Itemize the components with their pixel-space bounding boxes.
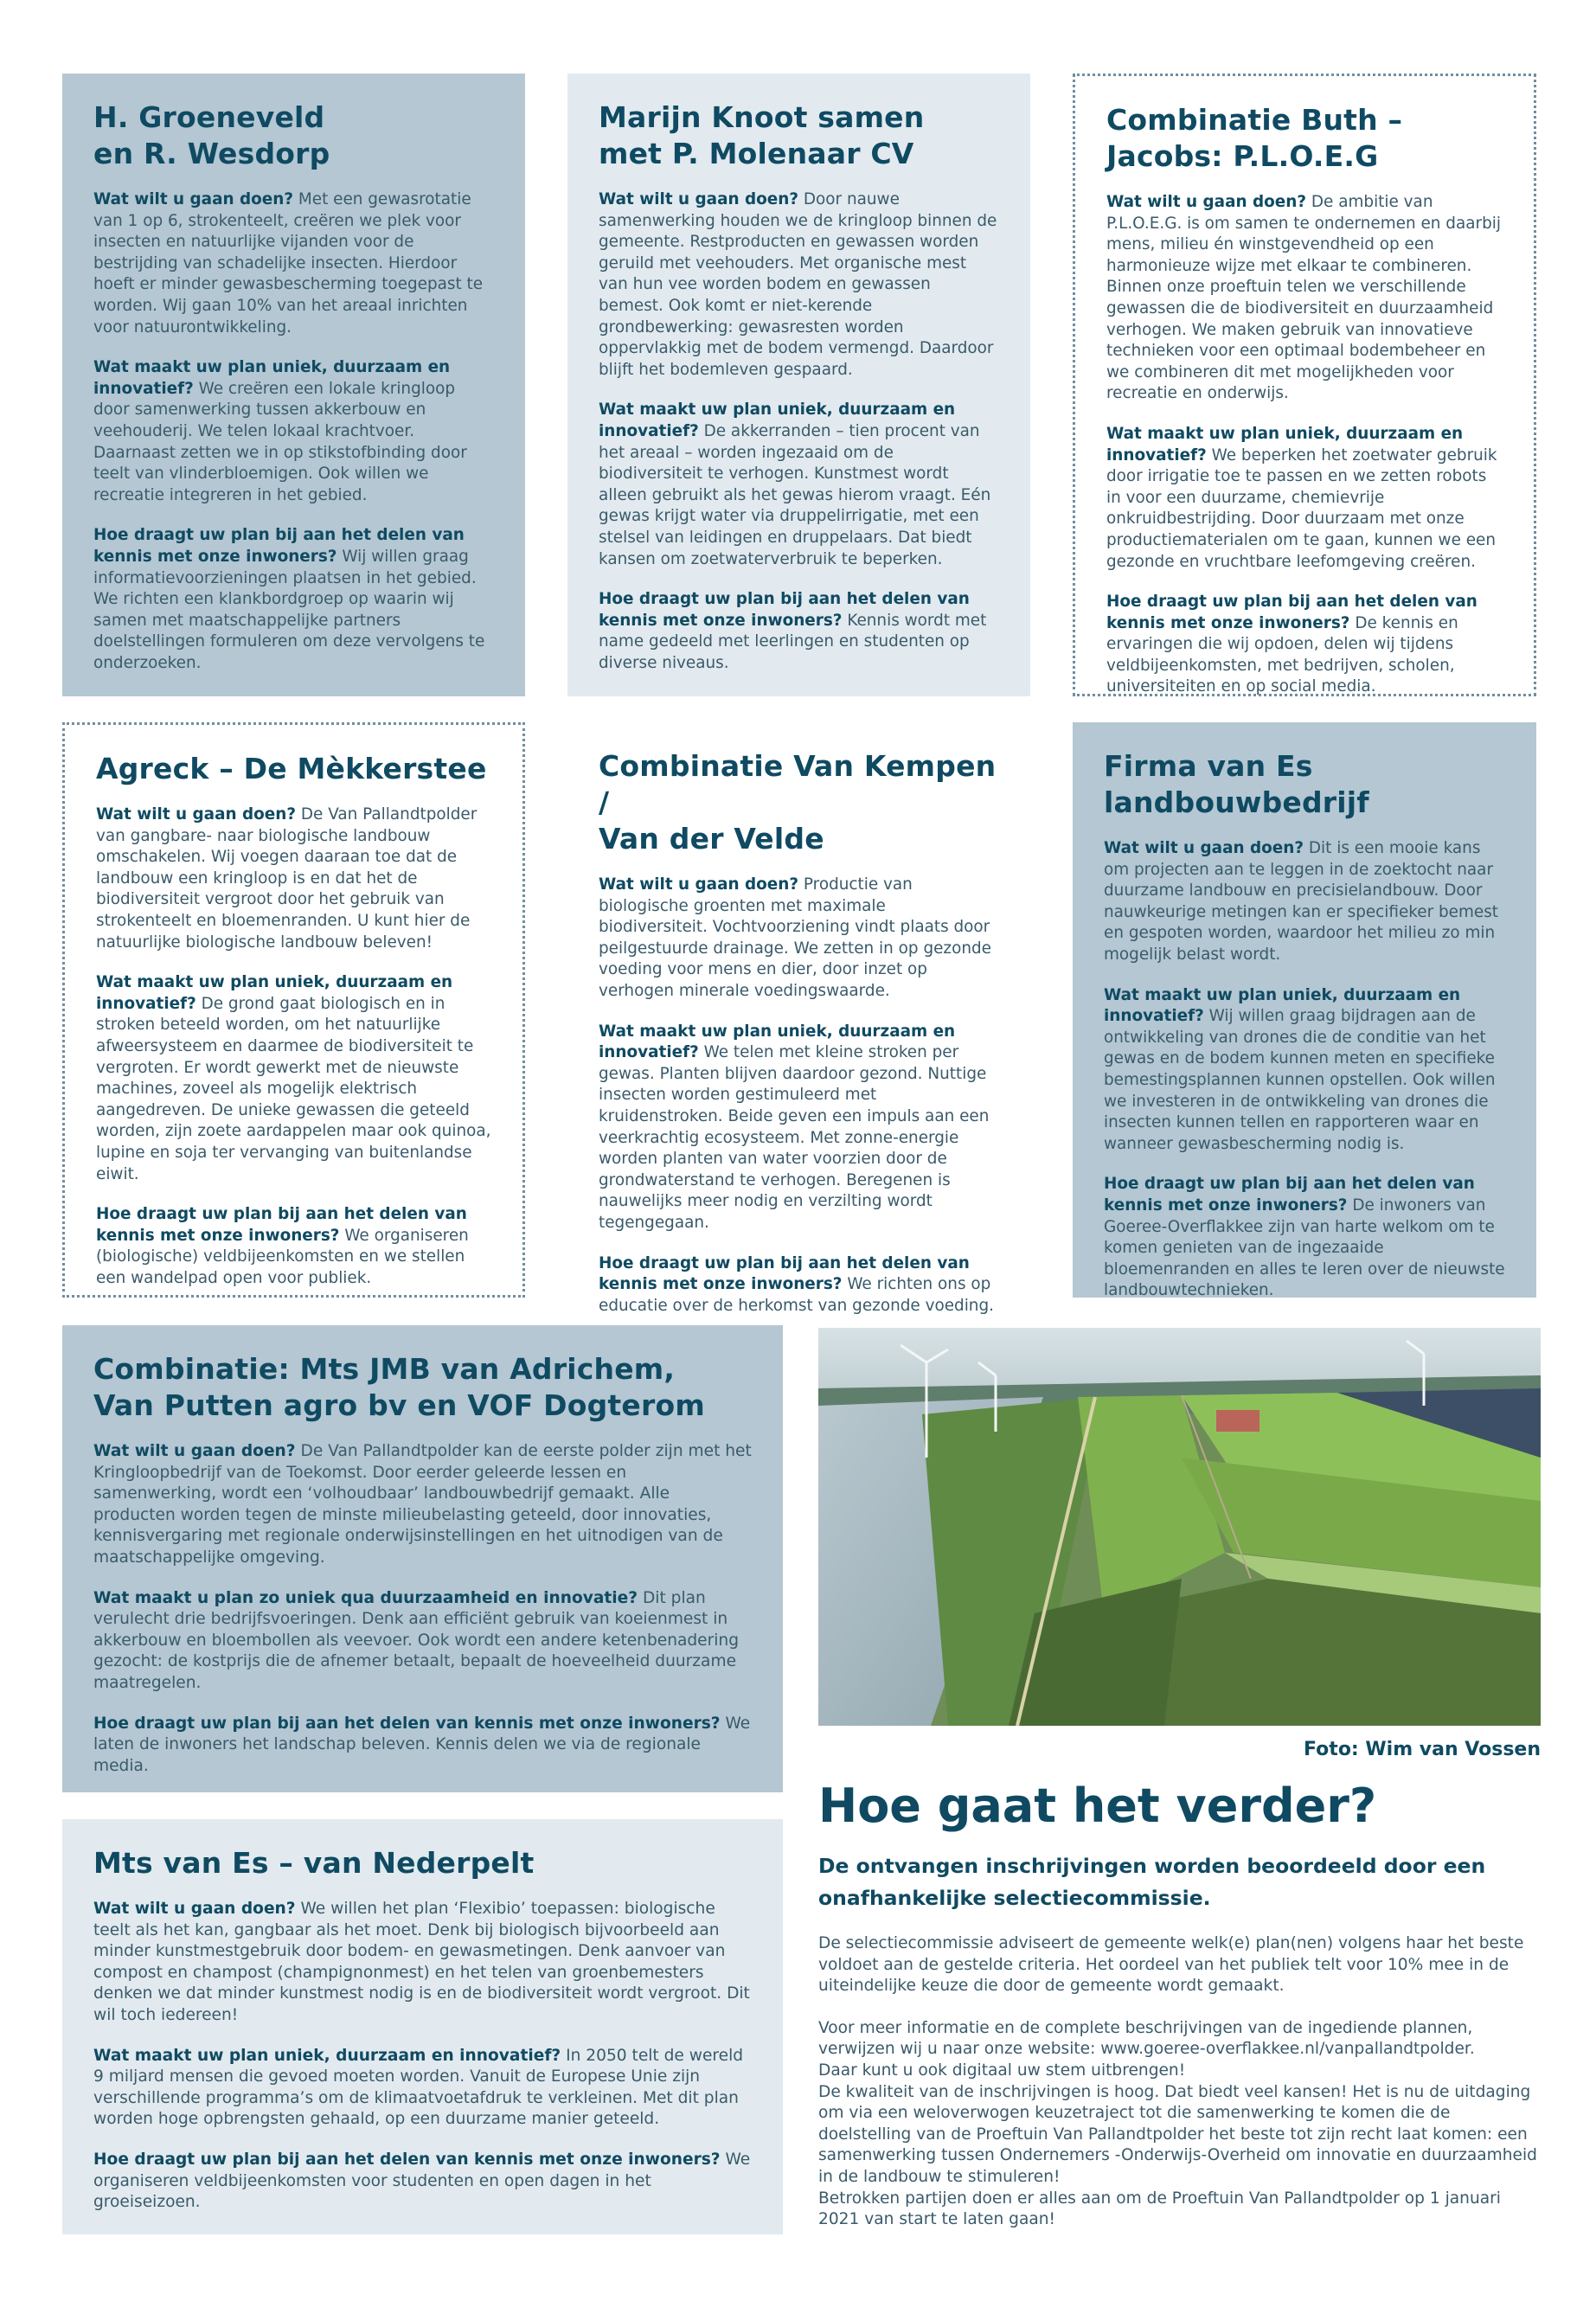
answer-text: Wij willen graag bijdragen aan de ontwikkeling van drones die de conditie van het gewas en de bodem kunnen meten en specifieke bemestingsplannen kunnen opstellen. Ook willen we investeren in de ontwikkeling van drones die insecten kunnen tellen en rapporteren waar en wanneer gewasbescherming nodig is. bbox=[1104, 1007, 1496, 1153]
card-section-knowledge bbox=[1106, 592, 1503, 698]
card-title: Firma van Es landbouwbedrijf bbox=[1104, 749, 1369, 819]
question-label: Wat wilt u gaan doen? bbox=[93, 1442, 296, 1460]
answer-text: De Van Pallandtpolder van gangbare- naar biologische landbouw omschakelen. Wij voegen daaraan toe dat de landbouw een kringloop is en dat het de biodiversiteit vergroot door het gebruik van strokenteelt en bloemenranden. U kunt hier de natuurlijke biologische landbouw beleven! bbox=[96, 805, 478, 952]
answer-text: De ambitie van P.L.O.E.G. is om samen te ondernemen en daarbij mens, milieu én winstgevendheid op een harmonieuze wijze met elkaar te combineren. Binnen onze proeftuin telen we verschillende gewassen die de biodiversiteit en duurzaamheid verhogen. We maken gebruik van innovatieve technieken voor een optimaal bodembeheer en we combineren dit met mogelijkheden voor recreatie en onderwijs. bbox=[1106, 193, 1501, 403]
answer-text: Door nauwe samenwerking houden we de kringloop binnen de gemeente. Restproducten en gewassen worden geruild met veehouders. Met organische mest van hun vee worden bodem en gewassen bemest. Ook komt er niet-kerende grondbewerking: gewasresten worden oppervlakkig met de bodem vermengd. Daardoor blijft het bodemleven gespaard. bbox=[599, 190, 997, 379]
card-section-unique bbox=[93, 1588, 752, 1695]
question-label: Hoe draagt uw plan bij aan het delen van kennis met onze inwoners? bbox=[93, 526, 465, 566]
answer-text: We willen het plan ‘Flexibio’ toepassen: biologische teelt als het kan, gangbaar als het moet. Denk bij biologisch bijvoorbeeld aan minder kunstmestgebruik door bodem- en gewasmetingen. Denk aanvoer van compost en champost (champignonmest) en het telen van groenbemesters denken we dat minder kunstmest nodig is en de biodiversiteit wordt vergroot. Dit wil toch iedereen! bbox=[93, 1900, 750, 2024]
question-label: Hoe draagt uw plan bij aan het delen van kennis met onze inwoners? bbox=[93, 1714, 721, 1733]
question-label: Wat wilt u gaan doen? bbox=[599, 190, 799, 208]
answer-text: De kennis en ervaringen die wij opdoen, delen wij tijdens veldbijeenkomsten, met bedrijven, scholen, universiteiten en op social media. bbox=[1106, 613, 1458, 696]
question-label: Wat maakt uw plan uniek, duurzaam en innovatief? bbox=[599, 401, 956, 440]
answer-text: Kennis wordt met name gedeeld met leerlingen en studenten op diverse niveaus. bbox=[599, 611, 987, 672]
card-section-plan bbox=[1106, 192, 1503, 405]
answer-text: Productie van biologische groenten met maximale biodiversiteit. Vochtvoorziening vindt plaats door peilgestuurde drainage. We zetten in op gezonde voeding voor mens en dier, door inzet op verhogen minerale voedingswaarde. bbox=[599, 875, 991, 1000]
question-label: Wat maakt uw plan uniek, duurzaam en innovatief? bbox=[1106, 424, 1464, 465]
next-steps-title: Hoe gaat het verder? bbox=[818, 1779, 1377, 1833]
question-label: Wat maakt uw plan uniek, duurzaam en innovatief? bbox=[599, 1022, 956, 1062]
card-title: Marijn Knoot samen met P. Molenaar CV bbox=[599, 100, 925, 170]
card-section-plan bbox=[93, 1899, 752, 2027]
card-title: Combinatie: Mts JMB van Adrichem, Van Putten agro bv en VOF Dogterom bbox=[93, 1352, 705, 1422]
answer-text: In 2050 telt de wereld 9 miljard mensen die gevoed moeten worden. Vanuit de Europese Unie zijn verschillende programma’s om de klimaatvoetafdruk te verkleinen. Met dit plan worden hoge opbrengsten gehaald, op een duurzame manier geteeld. bbox=[93, 2046, 744, 2129]
question-label: Wat wilt u gaan doen? bbox=[1106, 193, 1307, 211]
card-firma-van-es bbox=[1073, 722, 1536, 1298]
card-section-plan bbox=[599, 189, 999, 381]
card-van-es-van-nederpelt bbox=[62, 1819, 783, 2234]
question-label: Hoe draagt uw plan bij aan het delen van kennis met onze inwoners? bbox=[96, 1205, 467, 1245]
question-label: Hoe draagt uw plan bij aan het delen van kennis met onze inwoners? bbox=[93, 2150, 721, 2169]
aerial-photo-illustration bbox=[818, 1328, 1541, 1726]
question-label: Wat wilt u gaan doen? bbox=[599, 875, 799, 894]
question-label: Wat wilt u gaan doen? bbox=[1104, 839, 1304, 857]
answer-text: We organiseren veldbijeenkomsten voor studenten en open dagen in het groeiseizoen. bbox=[93, 2150, 751, 2212]
card-section-knowledge bbox=[93, 525, 494, 674]
card-section-unique bbox=[599, 400, 999, 570]
answer-text: We creëren een lokale kringloop door samenwerking tussen akkerbouw en veehouderij. We telen lokaal krachtvoer. Daarnaast zetten we in op stikstofbinding door teelt van vlinderbloemigen. Ook willen we recreatie integreren in het gebied. bbox=[93, 379, 467, 504]
next-steps-paragraph: Voor meer informatie en de complete beschrijvingen van de ingediende plannen, verwijzen wij u naar onze website: www.goeree-overflakkee.nl/vanpallandtpolder. Daar kunt u ook digitaal uw stem uitbrengen! De kwaliteit van de inschrijvingen is hoog. Dat biedt veel kansen! Het is nu de uitdaging om via een weloverwogen keuzetraject tot die samenwerking te komen die de doelstelling van de Proeftuin Van Pallandtpolder het beste tot zijn recht laat komen: een samenwerking tussen Ondernemers -Onderwijs-Overheid om innovatie en duurzaamheid in de landbouw te stimuleren! Betrokken partijen doen er alles aan om de Proeftuin Van Pallandtpolder op 1 januari 2021 van start te laten gaan! bbox=[818, 2018, 1537, 2229]
next-steps-paragraph: De selectiecommissie adviseert de gemeente welk(e) plan(nen) volgens haar het beste voldoet aan de gestelde criteria. Het oordeel van het publiek telt voor 10% mee in de uiteindelijke keuze die door de gemeente wordt gemaakt. bbox=[818, 1934, 1524, 1996]
answer-text: We beperken het zoetwater gebruik door irrigatie toe te passen en we zetten robots in voor een duurzame, chemievrije onkruidbestrijding. Door duurzaam met onze productiematerialen om te gaan, kunnen we een gezonde en vruchtbare leefomgeving creëren. bbox=[1106, 445, 1497, 571]
card-section-plan bbox=[1104, 838, 1505, 966]
photo-credit: Foto: Wim van Vossen bbox=[1304, 1739, 1541, 1760]
card-section-knowledge bbox=[1104, 1174, 1505, 1302]
card-section-knowledge bbox=[96, 1204, 491, 1289]
question-label: Wat wilt u gaan doen? bbox=[93, 190, 294, 208]
answer-text: De inwoners van Goeree-Overflakkee zijn van harte welkom om te komen genieten van de ingezaaide bloemenranden en alles te leren over de nieuwste landbouwtechnieken. bbox=[1104, 1195, 1505, 1300]
question-label: Wat maakt u plan zo uniek qua duurzaamheid en innovatie? bbox=[93, 1588, 638, 1607]
card-buth-jacobs bbox=[1073, 74, 1536, 696]
question-label: Hoe draagt uw plan bij aan het delen van kennis met onze inwoners? bbox=[599, 590, 970, 630]
answer-text: We richten ons op educatie over de herkomst van gezonde voeding. bbox=[599, 1275, 994, 1315]
question-label: Hoe draagt uw plan bij aan het delen van kennis met onze inwoners? bbox=[1104, 1175, 1475, 1215]
card-section-knowledge bbox=[93, 2150, 752, 2214]
answer-text: De grond gaat biologisch en in stroken beteeld worden, om het natuurlijke afweersysteem en daarmee de biodiversiteit te vergroten. Er wordt gewerkt met de nieuwste machines, zoveel als mogelijk elektrisch aangedreven. De unieke gewassen die geteeld worden, zijn zoete aardappelen maar ook quinoa, lupine en soja ter vervanging van buitenlandse eiwit. bbox=[96, 994, 491, 1183]
card-section-knowledge bbox=[599, 1253, 999, 1317]
card-van-kempen-van-der-velde bbox=[567, 722, 1030, 1315]
card-title: Mts van Es – van Nederpelt bbox=[93, 1846, 535, 1880]
card-title: Agreck – De Mèkkerstee bbox=[96, 752, 487, 785]
card-knoot-molenaar bbox=[567, 74, 1030, 696]
question-label: Hoe draagt uw plan bij aan het delen van kennis met onze inwoners? bbox=[1106, 593, 1477, 632]
next-steps-subtitle: De ontvangen inschrijvingen worden beoordeeld door een onafhankelijke selectiecommissie. bbox=[818, 1854, 1486, 1910]
card-section-unique bbox=[93, 2046, 752, 2131]
card-groeneveld-wesdorp bbox=[62, 74, 525, 696]
question-label: Hoe draagt uw plan bij aan het delen van kennis met onze inwoners? bbox=[599, 1253, 970, 1294]
answer-text: We telen met kleine stroken per gewas. Planten blijven daardoor gezond. Nuttige insecten worden gestimuleerd met kruidenstroken. Beide geven een impuls aan een veerkrachtig ecosysteem. Met zonne-energie worden planten van water voorzien door de grondwaterstand te verhogen. Beregenen is nauwelijks meer nodig en verzilting wordt tegengegaan. bbox=[599, 1043, 990, 1232]
card-section-unique bbox=[1104, 985, 1505, 1156]
answer-text: We laten de inwoners het landschap beleven. Kennis delen we via de regionale media. bbox=[93, 1714, 751, 1775]
card-section-plan bbox=[96, 804, 491, 953]
answer-text: Met een gewasrotatie van 1 op 6, strokenteelt, creëren we plek voor insecten en natuurlijke vijanden voor de bestrijding van schadelijke insecten. Hierdoor hoeft er minder gewasbescherming toegepast te worden. Wij gaan 10% van het areaal inrichten voor natuurontwikkeling. bbox=[93, 190, 484, 336]
question-label: Wat maakt uw plan uniek, duurzaam en innovatief? bbox=[96, 973, 453, 1013]
aerial-photo-polder bbox=[818, 1328, 1541, 1726]
card-section-knowledge bbox=[93, 1714, 752, 1778]
answer-text: Dit is een mooie kans om projecten aan te leggen in de zoektocht naar duurzame landbouw en precisielandbouw. Door nauwkeurige metingen kan er specifieker bemest en gespoten worden, waardoor het milieu zo min mogelijk belast wordt. bbox=[1104, 839, 1499, 964]
card-section-unique bbox=[1106, 424, 1503, 573]
card-section-plan bbox=[93, 189, 494, 338]
question-label: Wat wilt u gaan doen? bbox=[96, 805, 297, 824]
card-title: Combinatie Van Kempen / Van der Velde bbox=[599, 749, 997, 856]
card-section-knowledge bbox=[599, 589, 999, 674]
card-section-plan bbox=[93, 1441, 752, 1569]
answer-text: De Van Pallandtpolder kan de eerste polder zijn met het Kringloopbedrijf van de Toekomst. Door eerder geleerde lessen en samenwerking, wordt een ‘volhoudbaar’ landbouwbedrijf gemaakt. Alle producten worden tegen de minste milieubelasting geteeld, door innovaties, kennisvergaring met regionale onderwijsinstellingen en het uitnodigen van de maatschappelijke omgeving. bbox=[93, 1442, 752, 1567]
answer-text: Dit plan verulecht drie bedrijfsvoeringen. Denk aan efficiënt gebruik van koeienmest in akkerbouw en bloembollen als veevoer. Ook wordt een andere ketenbenadering gezocht: de kostprijs die de afnemer betaalt, bepaalt de hoeveelheid duurzame maatregelen. bbox=[93, 1588, 740, 1692]
question-label: Wat maakt uw plan uniek, duurzaam en innovatief? bbox=[93, 358, 451, 398]
answer-text: De akkerranden – tien procent van het areaal – worden ingezaaid om de biodiversiteit te verhogen. Kunstmest wordt alleen gebruikt als het gewas hierom vraagt. Eén gewas krijgt water via druppelirrigatie, met een stelsel van leidingen en druppelaars. Dat biedt kansen om zoetwaterverbruik te beperken. bbox=[599, 421, 991, 568]
answer-text: We organiseren (biologische) veldbijeenkomsten en we stellen een wandelpad open voor publiek. bbox=[96, 1226, 469, 1287]
card-section-unique bbox=[599, 1022, 999, 1234]
card-section-unique bbox=[96, 972, 491, 1185]
card-section-unique bbox=[93, 357, 494, 506]
question-label: Wat wilt u gaan doen? bbox=[93, 1900, 296, 1918]
question-label: Wat maakt uw plan uniek, duurzaam en innovatief? bbox=[93, 2046, 561, 2065]
card-title: Combinatie Buth – Jacobs: P.L.O.E.G bbox=[1106, 103, 1403, 173]
answer-text: Wij willen graag informatievoorzieningen plaatsen in het gebied. We richten een klankbordgroep op waarin wij samen met maatschappelijke partners doelstellingen formuleren om deze vervolgens te onderzoeken. bbox=[93, 547, 485, 672]
card-section-plan bbox=[599, 875, 999, 1003]
next-steps-section bbox=[818, 1778, 1545, 2231]
card-adrichem-putten-dogterom bbox=[62, 1325, 783, 1792]
card-title: H. Groeneveld en R. Wesdorp bbox=[93, 100, 330, 170]
card-agreck-mekkerstee bbox=[62, 722, 525, 1298]
question-label: Wat maakt uw plan uniek, duurzaam en innovatief? bbox=[1104, 985, 1461, 1026]
